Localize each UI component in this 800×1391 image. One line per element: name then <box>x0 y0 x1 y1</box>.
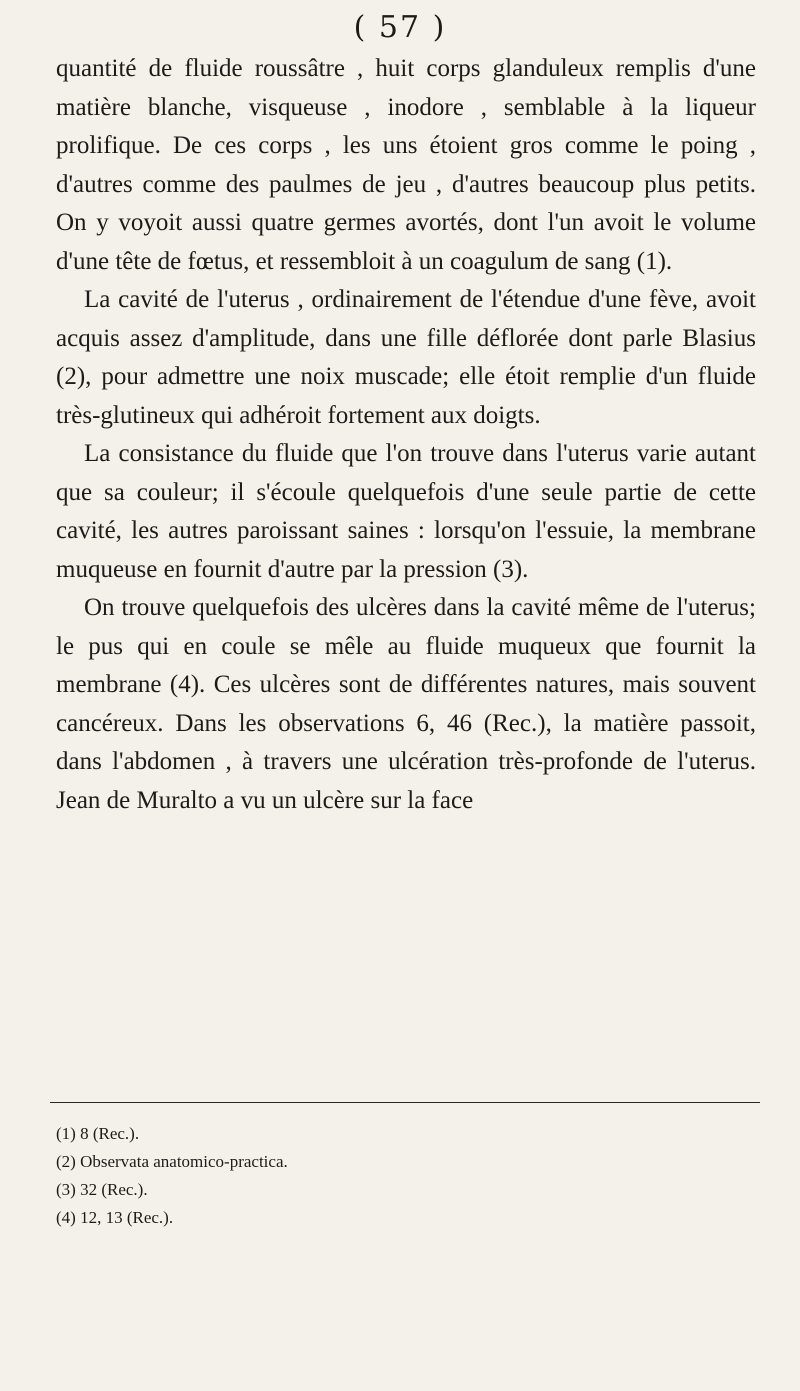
footnote-divider <box>50 1102 760 1103</box>
footnote-2: (2) Observata anatomico-practica. <box>56 1152 288 1171</box>
footnote-1: (1) 8 (Rec.). <box>56 1124 140 1143</box>
body-text <box>56 50 756 820</box>
paragraph-4: On trouve quelquefois des ulcères dans la cavité même de l'uterus; le pus qui en coule se mêle au fluide muqueux que fournit la membrane (4). Ces ulcères sont de différentes natures, mais souvent cancéreux. Dans les observations 6, 46 (Rec.), la matière passoit, dans l'abdomen , à travers une ulcération très-profonde de l'uterus. Jean de Muralto a vu un ulcère sur la face <box>56 594 756 814</box>
page-number: ( 57 ) <box>353 10 447 45</box>
paragraph-3: La consistance du fluide que l'on trouve dans l'uterus varie autant que sa couleur; il s'écoule quelquefois d'une seule partie de cette cavité, les autres paroissant saines : lorsqu'on l'essuie, la membrane muqueuse en fournit d'autre par la pression (3). <box>56 440 756 583</box>
footnote-4: (4) 12, 13 (Rec.). <box>56 1208 174 1227</box>
footnotes <box>56 1120 756 1232</box>
paragraph-2: La cavité de l'uterus , ordinairement de l'étendue d'une fève, avoit acquis assez d'amplitude, dans une fille déflorée dont parle Blasius (2), pour admettre une noix muscade; elle étoit remplie d'un fluide très-glutineux qui adhéroit fortement aux doigts. <box>56 286 756 429</box>
footnote-3: (3) 32 (Rec.). <box>56 1180 148 1199</box>
paragraph-1: quantité de fluide roussâtre , huit corps glanduleux remplis d'une matière blanche, visqueuse , inodore , semblable à la liqueur prolifique. De ces corps , les uns étoient gros comme le poing , d'autres comme des paulmes de jeu , d'autres beaucoup plus petits. On y voyoit aussi quatre germes avortés, dont l'un avoit le volume d'une tête de fœtus, et ressembloit à un coagulum de sang (1). <box>56 55 756 275</box>
